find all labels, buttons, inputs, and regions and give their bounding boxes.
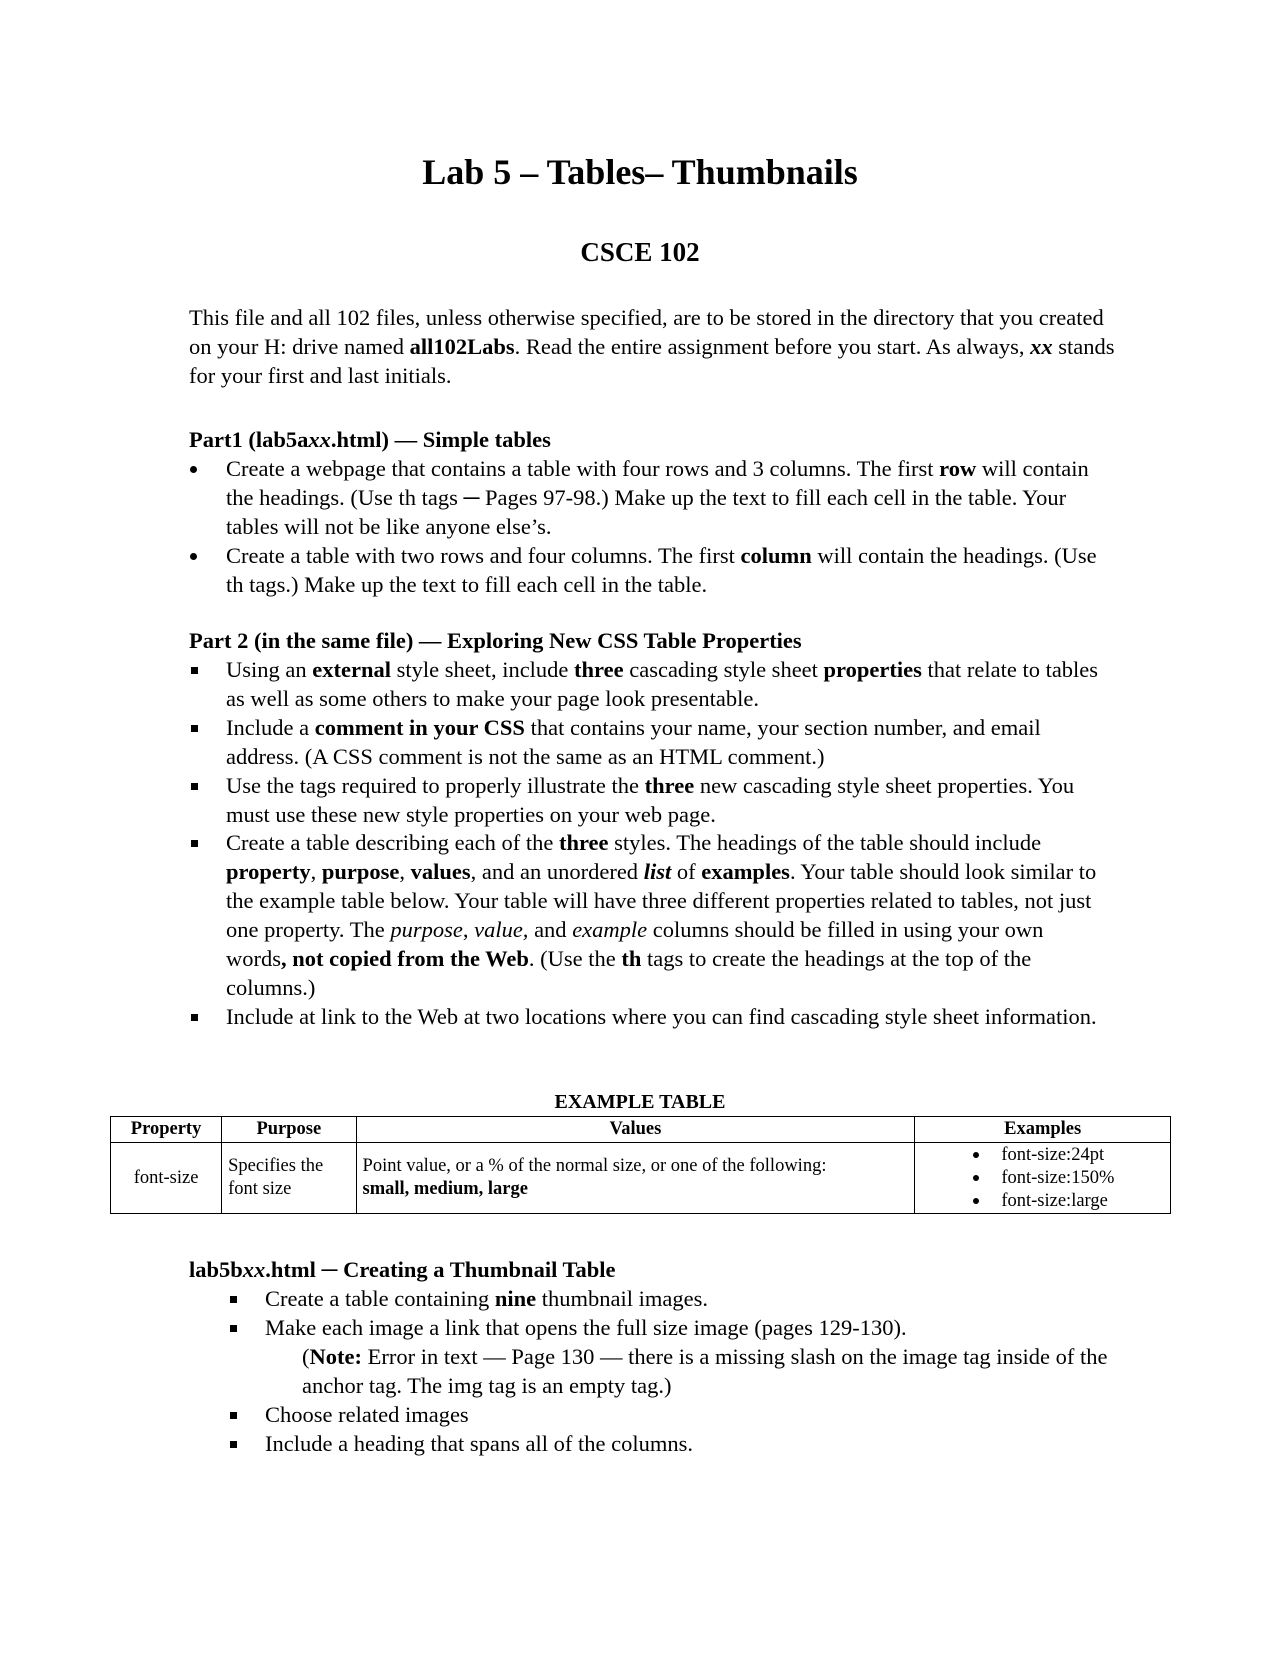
course-title: CSCE 102 bbox=[580, 237, 700, 267]
item-bold: external bbox=[312, 657, 391, 682]
item-bold: purpose bbox=[321, 859, 400, 885]
item-text: will contain the headings. (Use th tags.) Make up the text to fill each cell in the table. bbox=[226, 542, 1097, 597]
list-item bbox=[189, 542, 1099, 600]
item-text: will contain the headings. (Use th tags ─ Pages 97-98.) Make up the text to fill each cell in the table. Your tables will not be like anyone else’s. bbox=[226, 456, 1089, 539]
item-text: , bbox=[310, 859, 322, 885]
intro-bold: all102Labs bbox=[409, 333, 515, 359]
item-text: Create a table containing bbox=[265, 1286, 495, 1311]
list-item bbox=[189, 772, 1099, 830]
item-text: that contains your name, your section number, and email address. (A CSS comment is not the same as an HTML comment.) bbox=[226, 714, 1041, 769]
values-bold: small, medium, large bbox=[362, 1179, 528, 1199]
intro-paragraph bbox=[189, 304, 1119, 391]
table-row bbox=[111, 1143, 1171, 1214]
item-bold: column bbox=[740, 542, 812, 568]
list-item bbox=[189, 714, 1099, 772]
item-bold-italic: list bbox=[643, 859, 672, 885]
heading-text: lab5b bbox=[189, 1257, 243, 1282]
heading-text: .html ─ Creating a Thumbnail Table bbox=[265, 1257, 616, 1282]
example-table-caption: EXAMPLE TABLE bbox=[554, 1091, 726, 1113]
table-header-row bbox=[111, 1117, 1171, 1143]
item-bold: th bbox=[621, 946, 642, 972]
header-values: Values bbox=[356, 1117, 915, 1143]
intro-italic: xx bbox=[1030, 333, 1053, 359]
item-text: Include at link to the Web at two locations where you can find cascading style sheet information. bbox=[226, 1003, 1097, 1029]
note-body: Error in text — Page 130 — there is a missing slash on the image tag inside of the anchor tag. The img tag is an empty tag.) bbox=[302, 1343, 1108, 1398]
cell-purpose: Specifies the font size bbox=[222, 1143, 356, 1214]
list-item bbox=[189, 829, 1099, 1002]
header-property: Property bbox=[111, 1117, 222, 1143]
item-text: tags to create the headings at the top of the columns.) bbox=[226, 946, 1032, 1000]
cell-examples bbox=[915, 1143, 1171, 1214]
part1-heading bbox=[189, 426, 551, 455]
item-italic: example bbox=[572, 917, 648, 943]
item-text: Include a bbox=[226, 714, 315, 740]
item-text: of bbox=[671, 859, 702, 885]
item-bold: comment in your CSS bbox=[314, 714, 525, 740]
item-text: , bbox=[399, 859, 411, 885]
item-text: styles. The headings of the table should include bbox=[608, 830, 1042, 856]
item-text: thumbnail images. bbox=[536, 1286, 709, 1311]
item-text: Make each image a link that opens the full size image (pages 129-130). bbox=[265, 1314, 907, 1340]
heading-text: Part1 (lab5a bbox=[189, 427, 309, 452]
example-item: font-size:150% bbox=[921, 1167, 1164, 1190]
example-item: font-size:24pt bbox=[921, 1144, 1164, 1167]
note-text bbox=[265, 1343, 1108, 1401]
item-bold: row bbox=[939, 456, 977, 481]
item-bold: three bbox=[644, 772, 695, 798]
item-bold: examples bbox=[701, 859, 790, 885]
item-text: Include a heading that spans all of the columns. bbox=[265, 1430, 694, 1456]
item-bold: properties bbox=[823, 657, 922, 682]
item-italic: value, bbox=[474, 917, 529, 943]
item-bold: nine bbox=[494, 1286, 537, 1311]
intro-text: This file and all 102 files, unless otherwise specified, are to be stored in the directory that you created on your H: drive named bbox=[189, 305, 1104, 359]
heading-text: .html) — Simple tables bbox=[330, 427, 551, 452]
heading-italic: xx bbox=[308, 427, 331, 452]
header-examples: Examples bbox=[915, 1117, 1171, 1143]
item-text: Using an bbox=[226, 657, 313, 682]
item-bold: three bbox=[558, 830, 609, 856]
lab5b-list bbox=[228, 1285, 1108, 1458]
list-item bbox=[228, 1430, 1108, 1459]
cell-property: font-size bbox=[111, 1143, 222, 1214]
lab5b-heading bbox=[189, 1256, 615, 1285]
list-item bbox=[189, 1003, 1099, 1032]
item-text: and bbox=[528, 917, 573, 943]
example-item: font-size:large bbox=[921, 1190, 1164, 1213]
part2-list bbox=[189, 656, 1099, 1032]
item-bold: values bbox=[410, 859, 471, 885]
item-text: Create a table with two rows and four columns. The first bbox=[226, 542, 741, 568]
item-text: Choose related images bbox=[265, 1401, 469, 1427]
list-item bbox=[228, 1314, 1108, 1401]
intro-text: . Read the entire assignment before you start. As always, bbox=[514, 333, 1031, 359]
item-text: . Your table should look similar to the example table below. Your table will have three different properties related to tables, not just one property. The bbox=[226, 859, 1097, 943]
heading-italic: xx bbox=[242, 1257, 266, 1282]
item-text: Create a webpage that contains a table with four rows and 3 columns. The first bbox=[226, 456, 940, 481]
item-text: cascading style sheet bbox=[623, 657, 824, 682]
part1-list bbox=[189, 455, 1099, 600]
item-text: , bbox=[462, 917, 475, 943]
item-text: Create a table describing each of the bbox=[226, 830, 559, 856]
item-italic: purpose bbox=[390, 917, 463, 943]
values-text: Point value, or a % of the normal size, or one of the following: bbox=[362, 1156, 827, 1176]
note-paren: ( bbox=[302, 1343, 310, 1369]
example-table bbox=[110, 1116, 1171, 1214]
item-text: Use the tags required to properly illustrate the bbox=[226, 772, 645, 798]
cell-values bbox=[356, 1143, 915, 1214]
item-text: style sheet, include bbox=[390, 657, 575, 682]
header-purpose: Purpose bbox=[222, 1117, 356, 1143]
intro-text: stands for your first and last initials. bbox=[189, 333, 1115, 388]
item-bold: , not copied from the Web bbox=[281, 946, 529, 972]
list-item bbox=[228, 1401, 1108, 1430]
item-bold: property bbox=[226, 859, 311, 885]
item-bold: three bbox=[574, 657, 624, 682]
item-text: , and an unordered bbox=[470, 859, 644, 885]
item-text: that relate to tables as well as some others to make your page look presentable. bbox=[226, 657, 1099, 711]
list-item bbox=[228, 1285, 1108, 1314]
examples-list bbox=[921, 1144, 1164, 1213]
list-item bbox=[189, 656, 1099, 714]
item-text: . (Use the bbox=[528, 946, 622, 972]
note-label: Note: bbox=[309, 1343, 362, 1369]
part2-heading: Part 2 (in the same file) — Exploring New CSS Table Properties bbox=[189, 628, 802, 653]
item-text: new cascading style sheet properties. You must use these new style properties on your web page. bbox=[226, 772, 1075, 827]
list-item bbox=[189, 455, 1099, 542]
item-text: columns should be filled in using your own words bbox=[226, 917, 1044, 972]
page-title: Lab 5 – Tables– Thumbnails bbox=[422, 152, 858, 192]
